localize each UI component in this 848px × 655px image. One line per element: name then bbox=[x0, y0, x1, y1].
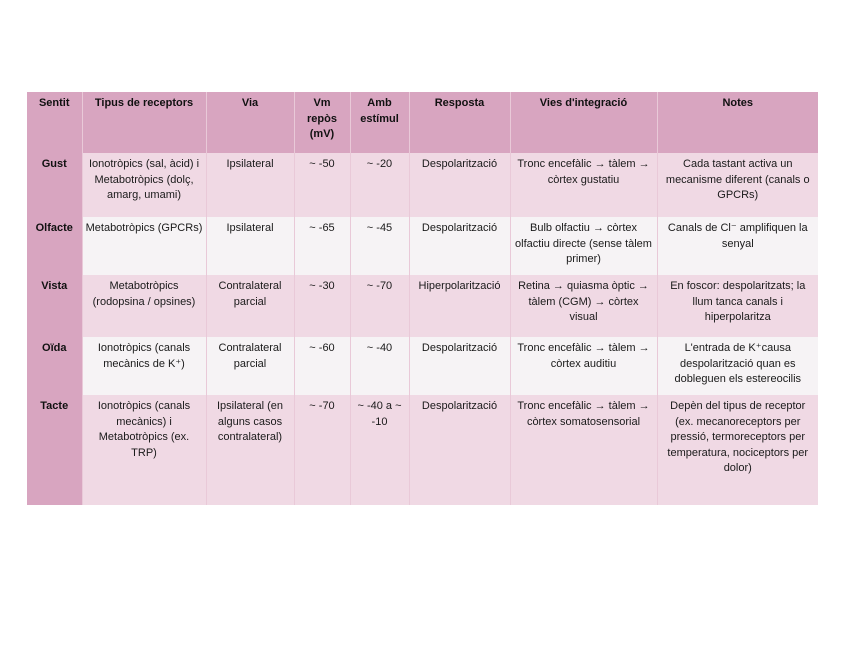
vm-rest-cell: ~ -65 bbox=[294, 217, 350, 275]
notes-cell: En foscor: despolaritzats; la llum tanca canals i hiperpolaritza bbox=[657, 275, 818, 337]
header-vm-rest: Vm repòs (mV) bbox=[294, 92, 350, 153]
receptors-cell: Metabotròpics (rodopsina / opsines) bbox=[82, 275, 206, 337]
response-cell: Despolarització bbox=[409, 395, 510, 505]
vm-rest-cell: ~ -60 bbox=[294, 337, 350, 395]
header-pathway: Via bbox=[206, 92, 294, 153]
vm-rest-cell: ~ -30 bbox=[294, 275, 350, 337]
pathway-cell: Contralateral parcial bbox=[206, 337, 294, 395]
response-cell: Despolarització bbox=[409, 153, 510, 217]
table-row-gust bbox=[27, 153, 818, 217]
notes-cell: L'entrada de K⁺causa despolarització quan es dobleguen els estereocilis bbox=[657, 337, 818, 395]
response-cell: Despolarització bbox=[409, 337, 510, 395]
notes-cell: Depèn del tipus de receptor (ex. mecanoreceptors per pressió, termoreceptors per temperatura, nociceptors per dolor) bbox=[657, 395, 818, 505]
notes-cell: Canals de Cl⁻ amplifiquen la senyal bbox=[657, 217, 818, 275]
header-integration: Vies d'integració bbox=[510, 92, 657, 153]
with-stimulus-cell: ~ -45 bbox=[350, 217, 409, 275]
with-stimulus-cell: ~ -20 bbox=[350, 153, 409, 217]
vm-rest-cell: ~ -50 bbox=[294, 153, 350, 217]
with-stimulus-cell: ~ -40 bbox=[350, 337, 409, 395]
receptors-cell: Metabotròpics (GPCRs) bbox=[82, 217, 206, 275]
table-header-row bbox=[27, 92, 818, 153]
integration-cell: Bulb olfactiu → còrtex olfactiu directe (sense tàlem primer) bbox=[510, 217, 657, 275]
integration-cell: Tronc encefàlic → tàlem → còrtex somatosensorial bbox=[510, 395, 657, 505]
header-sense: Sentit bbox=[27, 92, 82, 153]
integration-cell: Tronc encefàlic → tàlem → còrtex gustatiu bbox=[510, 153, 657, 217]
pathway-cell: Ipsilateral bbox=[206, 153, 294, 217]
table-row-tacte bbox=[27, 395, 818, 505]
receptors-cell: Ionotròpics (sal, àcid) i Metabotròpics (dolç, amarg, umami) bbox=[82, 153, 206, 217]
with-stimulus-cell: ~ -70 bbox=[350, 275, 409, 337]
sense-cell: Gust bbox=[27, 153, 82, 217]
sense-cell: Olfacte bbox=[27, 217, 82, 275]
notes-cell: Cada tastant activa un mecanisme diferent (canals o GPCRs) bbox=[657, 153, 818, 217]
header-notes: Notes bbox=[657, 92, 818, 153]
vm-rest-cell: ~ -70 bbox=[294, 395, 350, 505]
with-stimulus-cell: ~ -40 a ~ -10 bbox=[350, 395, 409, 505]
receptors-cell: Ionotròpics (canals mecànics) i Metabotròpics (ex. TRP) bbox=[82, 395, 206, 505]
integration-cell: Tronc encefàlic → tàlem → còrtex auditiu bbox=[510, 337, 657, 395]
sense-cell: Oïda bbox=[27, 337, 82, 395]
table-row-olfacte bbox=[27, 217, 818, 275]
receptors-cell: Ionotròpics (canals mecànics de K⁺) bbox=[82, 337, 206, 395]
pathway-cell: Contralateral parcial bbox=[206, 275, 294, 337]
sense-cell: Vista bbox=[27, 275, 82, 337]
senses-comparison-table bbox=[27, 92, 818, 505]
pathway-cell: Ipsilateral (en alguns casos contralateral) bbox=[206, 395, 294, 505]
response-cell: Hiperpolarització bbox=[409, 275, 510, 337]
response-cell: Despolarització bbox=[409, 217, 510, 275]
sense-cell: Tacte bbox=[27, 395, 82, 505]
table-row-vista bbox=[27, 275, 818, 337]
header-with-stimulus: Amb estímul bbox=[350, 92, 409, 153]
integration-cell: Retina → quiasma òptic → tàlem (CGM) → còrtex visual bbox=[510, 275, 657, 337]
pathway-cell: Ipsilateral bbox=[206, 217, 294, 275]
table-row-oida bbox=[27, 337, 818, 395]
header-receptor-types: Tipus de receptors bbox=[82, 92, 206, 153]
header-response: Resposta bbox=[409, 92, 510, 153]
